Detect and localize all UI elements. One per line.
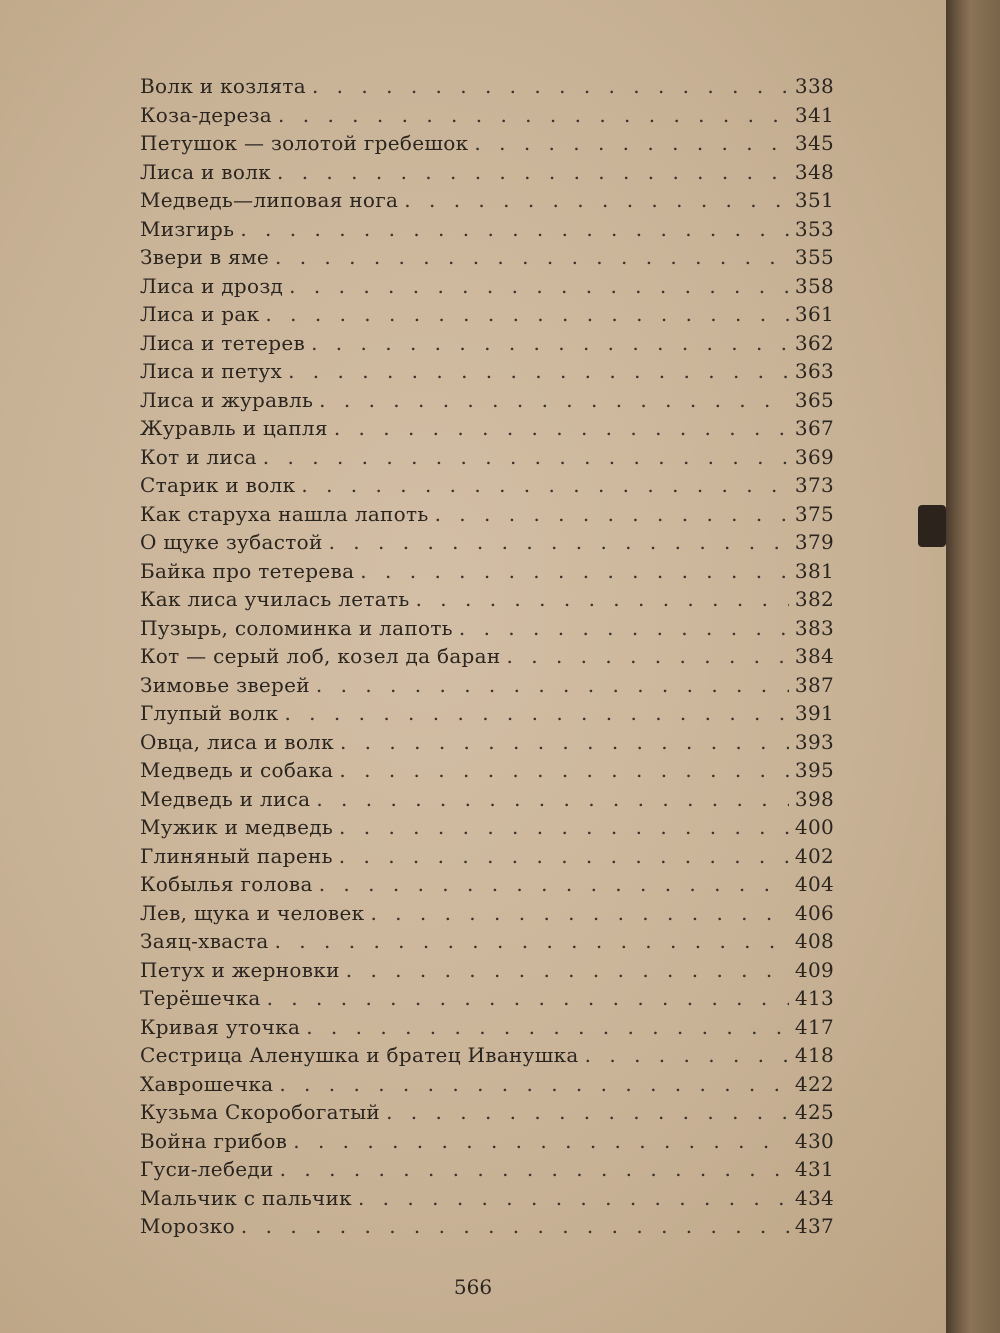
toc-leader-dots bbox=[306, 1015, 789, 1039]
toc-leader-dots bbox=[316, 673, 789, 697]
toc-entry-page: 384 bbox=[794, 644, 834, 668]
toc-leader-dots bbox=[277, 160, 789, 184]
toc-entry-title: Глиняный парень bbox=[140, 843, 333, 868]
toc-entry-title: Кривая уточка bbox=[140, 1014, 301, 1039]
toc-entry-page: 363 bbox=[794, 359, 834, 383]
toc-entry bbox=[140, 1043, 834, 1072]
toc-leader-dots bbox=[416, 587, 789, 611]
toc-entry bbox=[140, 131, 834, 160]
toc-leader-dots bbox=[319, 388, 789, 412]
toc-entry-page: 417 bbox=[794, 1014, 834, 1039]
toc-entry-title: Как старуха нашла лапоть bbox=[140, 501, 429, 526]
toc-leader-dots bbox=[316, 787, 789, 811]
page-number: 566 bbox=[453, 1275, 493, 1299]
toc-entry-title: Пузырь, соломинка и лапоть bbox=[140, 615, 453, 640]
toc-entry-page: 351 bbox=[794, 188, 834, 212]
toc-entry-page: 362 bbox=[794, 330, 834, 355]
toc-leader-dots bbox=[311, 331, 789, 355]
toc-entry bbox=[140, 1072, 834, 1101]
toc-leader-dots bbox=[329, 530, 789, 554]
toc-entry bbox=[140, 701, 834, 730]
toc-entry-page: 379 bbox=[794, 530, 834, 554]
toc-leader-dots bbox=[267, 986, 789, 1010]
toc-leader-dots bbox=[265, 302, 789, 326]
toc-entry-page: 434 bbox=[794, 1185, 834, 1210]
toc-entry-title: Лиса и тетерев bbox=[140, 330, 306, 355]
toc-entry bbox=[140, 331, 834, 360]
toc-leader-dots bbox=[280, 1157, 789, 1181]
toc-entry-title: Кузьма Скоробогатый bbox=[140, 1100, 381, 1124]
toc-entry-page: 395 bbox=[794, 758, 834, 782]
book-binding-edge bbox=[946, 0, 1000, 1333]
toc-entry-title: Коза-дереза bbox=[140, 102, 273, 127]
toc-entry-page: 369 bbox=[794, 444, 834, 469]
toc-entry-title: Война грибов bbox=[140, 1128, 288, 1153]
toc-entry-title: Лиса и дрозд bbox=[140, 273, 284, 298]
toc-entry-title: Зимовье зверей bbox=[140, 672, 310, 697]
toc-leader-dots bbox=[278, 103, 789, 127]
toc-leader-dots bbox=[340, 730, 789, 754]
toc-entry bbox=[140, 160, 834, 189]
toc-leader-dots bbox=[279, 1072, 789, 1096]
toc-entry bbox=[140, 1129, 834, 1158]
toc-entry-page: 402 bbox=[794, 843, 834, 868]
toc-entry bbox=[140, 359, 834, 388]
toc-entry-title: Звери в яме bbox=[140, 245, 269, 269]
toc-entry-title: Терёшечка bbox=[140, 986, 261, 1010]
toc-leader-dots bbox=[263, 445, 789, 469]
toc-entry bbox=[140, 844, 834, 873]
toc-leader-dots bbox=[334, 416, 789, 440]
toc-entry bbox=[140, 787, 834, 816]
toc-entry-title: Морозко bbox=[140, 1214, 235, 1238]
toc-entry bbox=[140, 416, 834, 445]
toc-entry bbox=[140, 730, 834, 759]
toc-entry-title: Заяц-хваста bbox=[140, 929, 269, 953]
toc-leader-dots bbox=[370, 901, 788, 925]
toc-entry bbox=[140, 815, 834, 844]
toc-entry-title: Лиса и журавль bbox=[140, 387, 314, 412]
toc-entry-page: 345 bbox=[794, 131, 834, 155]
toc-entry bbox=[140, 958, 834, 987]
binding-tab bbox=[918, 505, 946, 547]
toc-entry-page: 391 bbox=[794, 701, 834, 725]
toc-leader-dots bbox=[358, 1186, 789, 1210]
toc-entry-title: Волк и козлята bbox=[140, 74, 306, 98]
toc-leader-dots bbox=[435, 502, 789, 526]
toc-entry-page: 382 bbox=[794, 587, 834, 611]
toc-entry-title: Медведь и собака bbox=[140, 758, 334, 782]
toc-entry-page: 400 bbox=[794, 815, 834, 839]
toc-entry bbox=[140, 1214, 834, 1243]
toc-entry bbox=[140, 758, 834, 787]
toc-entry-title: Кот и лиса bbox=[140, 444, 257, 469]
toc-entry bbox=[140, 217, 834, 246]
toc-entry-title: Петушок — золотой гребешок bbox=[140, 131, 469, 155]
toc-entry bbox=[140, 274, 834, 303]
toc-entry-title: Лиса и петух bbox=[140, 359, 283, 383]
toc-entry-title: Мизгирь bbox=[140, 216, 235, 241]
toc-leader-dots bbox=[404, 188, 789, 212]
toc-entry-page: 348 bbox=[794, 159, 834, 184]
toc-leader-dots bbox=[288, 359, 789, 383]
toc-entry-page: 358 bbox=[794, 273, 834, 298]
toc-leader-dots bbox=[474, 131, 789, 155]
toc-entry bbox=[140, 188, 834, 217]
toc-entry bbox=[140, 1157, 834, 1186]
toc-entry bbox=[140, 901, 834, 930]
toc-entry bbox=[140, 1100, 834, 1129]
toc-entry-title: Журавль и цапля bbox=[140, 416, 328, 440]
toc-entry-title: Петух и жерновки bbox=[140, 957, 340, 982]
toc-entry bbox=[140, 302, 834, 331]
toc-leader-dots bbox=[360, 559, 789, 583]
toc-entry-page: 408 bbox=[794, 929, 834, 953]
toc-leader-dots bbox=[339, 844, 789, 868]
toc-entry-page: 409 bbox=[794, 957, 834, 982]
toc-entry-title: Кот — серый лоб, козел да баран bbox=[140, 644, 501, 668]
toc-leader-dots bbox=[346, 958, 789, 982]
toc-entry bbox=[140, 559, 834, 588]
toc-entry-title: Байка про тетерева bbox=[140, 558, 355, 583]
toc-entry-page: 422 bbox=[794, 1071, 834, 1096]
toc-entry-page: 413 bbox=[794, 986, 834, 1010]
toc-leader-dots bbox=[301, 473, 789, 497]
table-of-contents bbox=[140, 74, 834, 1243]
toc-entry-title: Гуси-лебеди bbox=[140, 1157, 274, 1181]
toc-entry bbox=[140, 502, 834, 531]
toc-entry-page: 353 bbox=[794, 216, 834, 241]
toc-leader-dots bbox=[275, 245, 789, 269]
toc-entry-title: Мужик и медведь bbox=[140, 815, 334, 839]
toc-leader-dots bbox=[585, 1043, 789, 1067]
toc-entry-title: Медведь—липовая нога bbox=[140, 188, 399, 212]
toc-leader-dots bbox=[339, 815, 789, 839]
toc-leader-dots bbox=[507, 644, 789, 668]
toc-entry bbox=[140, 673, 834, 702]
toc-entry-title: Сестрица Аленушка и братец Иванушка bbox=[140, 1043, 579, 1067]
toc-entry bbox=[140, 872, 834, 901]
toc-entry bbox=[140, 986, 834, 1015]
toc-entry-page: 355 bbox=[794, 245, 834, 269]
toc-entry-page: 383 bbox=[794, 615, 834, 640]
toc-entry bbox=[140, 929, 834, 958]
toc-leader-dots bbox=[284, 701, 788, 725]
toc-entry bbox=[140, 616, 834, 645]
toc-entry-page: 387 bbox=[794, 672, 834, 697]
toc-entry-title: Медведь и лиса bbox=[140, 786, 311, 811]
toc-entry-page: 404 bbox=[794, 872, 834, 896]
toc-leader-dots bbox=[312, 74, 789, 98]
toc-entry-title: О щуке зубастой bbox=[140, 530, 323, 554]
toc-entry-page: 361 bbox=[794, 302, 834, 326]
toc-leader-dots bbox=[289, 274, 789, 298]
toc-entry-page: 430 bbox=[794, 1128, 834, 1153]
toc-entry-title: Лиса и волк bbox=[140, 159, 271, 184]
toc-entry-page: 398 bbox=[794, 786, 834, 811]
toc-entry bbox=[140, 1015, 834, 1044]
toc-entry-page: 365 bbox=[794, 387, 834, 412]
toc-entry-page: 418 bbox=[794, 1043, 834, 1067]
toc-entry bbox=[140, 445, 834, 474]
toc-entry-page: 367 bbox=[794, 416, 834, 440]
toc-entry-title: Мальчик с пальчик bbox=[140, 1185, 352, 1210]
toc-leader-dots bbox=[386, 1100, 789, 1124]
toc-entry-title: Хаврошечка bbox=[140, 1071, 274, 1096]
toc-entry-title: Лев, щука и человек bbox=[140, 900, 365, 925]
toc-leader-dots bbox=[240, 217, 789, 241]
toc-entry-title: Глупый волк bbox=[140, 701, 279, 725]
toc-entry bbox=[140, 74, 834, 103]
toc-leader-dots bbox=[293, 1129, 789, 1153]
toc-entry-page: 375 bbox=[794, 501, 834, 526]
toc-leader-dots bbox=[459, 616, 789, 640]
toc-entry bbox=[140, 103, 834, 132]
toc-entry bbox=[140, 245, 834, 274]
toc-entry-title: Старик и волк bbox=[140, 473, 296, 497]
toc-leader-dots bbox=[241, 1214, 789, 1238]
toc-entry bbox=[140, 473, 834, 502]
toc-entry bbox=[140, 644, 834, 673]
toc-entry-page: 341 bbox=[794, 102, 834, 127]
toc-entry-page: 437 bbox=[794, 1214, 834, 1238]
toc-entry-page: 431 bbox=[794, 1157, 834, 1181]
toc-entry-title: Как лиса училась летать bbox=[140, 587, 410, 611]
toc-entry-page: 425 bbox=[794, 1100, 834, 1124]
toc-entry bbox=[140, 1186, 834, 1215]
toc-leader-dots bbox=[275, 929, 789, 953]
toc-entry-page: 338 bbox=[794, 74, 834, 98]
toc-entry-page: 381 bbox=[794, 558, 834, 583]
toc-leader-dots bbox=[339, 758, 789, 782]
toc-entry-title: Кобылья голова bbox=[140, 872, 313, 896]
toc-entry-page: 393 bbox=[794, 729, 834, 754]
toc-entry bbox=[140, 587, 834, 616]
toc-entry-page: 406 bbox=[794, 900, 834, 925]
toc-entry-title: Лиса и рак bbox=[140, 302, 260, 326]
toc-entry bbox=[140, 530, 834, 559]
toc-entry-title: Овца, лиса и волк bbox=[140, 729, 334, 754]
toc-entry bbox=[140, 388, 834, 417]
toc-entry-page: 373 bbox=[794, 473, 834, 497]
toc-leader-dots bbox=[319, 872, 789, 896]
